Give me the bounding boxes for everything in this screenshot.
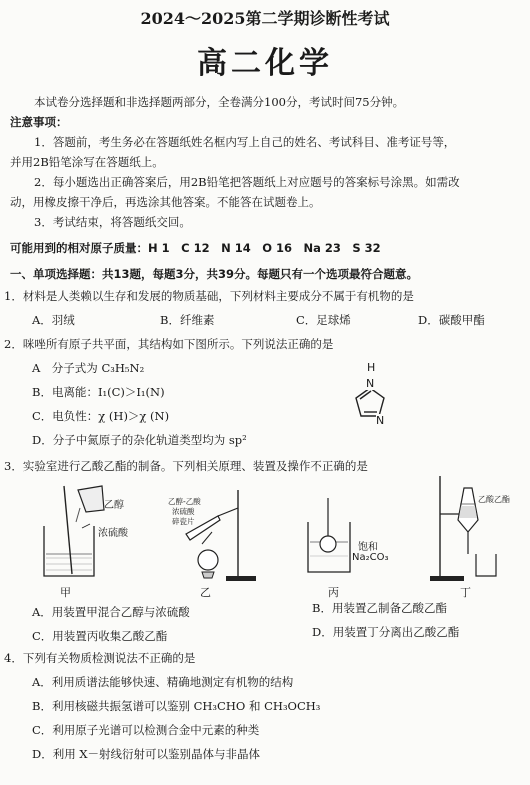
q4-option-b: B．利用核磁共振氢谱可以鉴别 CH₃CHO 和 CH₃OCH₃ [32, 699, 321, 713]
label-conc-h2so4: 浓硫酸 [98, 528, 128, 539]
atom-n: N [376, 414, 385, 427]
q4-option-d: D．利用 X－射线衍射可以鉴别晶体与非晶体 [32, 747, 261, 761]
caption-jia: 甲 [60, 586, 71, 599]
note-3: 3．考试结束，将答题纸交回。 [34, 215, 191, 229]
note-2-line-1: 2．每小题选出正确答案后，用2B铅笔把答题纸上对应题号的答案标号涂黑。如需改 [34, 175, 460, 189]
label-yi-1: 乙醇-乙酸 [168, 497, 201, 506]
apparatus-ding [420, 474, 510, 584]
q1-option-d: D．碳酸甲酯 [418, 313, 485, 327]
q2-option-a: A 分子式为 C₃H₅N₂ [32, 361, 145, 375]
q3-option-a: A．用装置甲混合乙醇与浓硫酸 [32, 605, 190, 619]
label-bing-1: 饱和 [358, 542, 378, 553]
q2-stem: 2．咪唑所有原子共平面，其结构如下图所示。下列说法正确的是 [4, 337, 334, 351]
caption-bing: 丙 [328, 586, 339, 599]
atomic-masses: 可能用到的相对原子质量：H 1 C 12 N 14 O 16 Na 23 S 32 [10, 241, 381, 255]
exam-title: 2024～2025第二学期诊断性考试 [140, 9, 390, 28]
caption-ding: 丁 [460, 586, 471, 599]
notes-heading: 注意事项： [10, 115, 68, 129]
label-yi-2: 浓硫酸 [172, 507, 195, 516]
label-ding: 乙酸乙酯 [478, 495, 510, 504]
imidazole-structure [340, 360, 420, 440]
q3-option-c: C．用装置丙收集乙酸乙酯 [32, 629, 168, 643]
q3-option-b: B．用装置乙制备乙酸乙酯 [312, 601, 447, 615]
q3-option-d: D．用装置丁分离出乙酸乙酯 [312, 625, 460, 639]
atom-n-h: N [366, 377, 375, 390]
section-heading: 一、单项选择题：共13题，每题3分，共39分。每题只有一个选项最符合题意。 [10, 267, 419, 281]
label-ethanol: 乙醇 [104, 500, 124, 511]
note-1-line-1: 1．答题前，考生务必在答题纸姓名框内写上自己的姓名、考试科目、准考证号等， [34, 135, 456, 149]
q4-option-a: A．利用质谱法能够快速、精确地测定有机物的结构 [32, 675, 294, 689]
q2-option-b: B．电离能：I₁(C)＞I₁(N) [32, 385, 165, 399]
q1-stem: 1．材料是人类赖以生存和发展的物质基础，下列材料主要成分不属于有机物的是 [4, 289, 414, 303]
subject-title: 高二化学 [197, 46, 333, 81]
note-2-line-2: 动，用橡皮擦干净后，再选涂其他答案。不能答在试题卷上。 [10, 195, 321, 209]
label-bing-2: Na₂CO₃ [352, 552, 389, 563]
label-yi-3: 碎瓷片 [172, 517, 195, 526]
intro-text: 本试卷分选择题和非选择题两部分，全卷满分100分，考试时间75分钟。 [34, 95, 405, 109]
atom-h: H [367, 361, 376, 374]
q1-option-c: C．足球烯 [296, 313, 351, 327]
q1-option-b: B．纤维素 [160, 313, 215, 327]
q4-stem: 4．下列有关物质检测说法不正确的是 [4, 651, 196, 665]
note-1-line-2: 并用2B铅笔涂写在答题纸上。 [10, 155, 164, 169]
caption-yi: 乙 [200, 586, 211, 599]
q2-option-c: C．电负性：χ (H)＞χ (N) [32, 409, 170, 423]
q1-option-a: A．羽绒 [32, 313, 75, 327]
q2-option-d: D．分子中氮原子的杂化轨道类型均为 sp² [32, 433, 247, 447]
q4-option-c: C．利用原子光谱可以检测合金中元素的种类 [32, 723, 260, 737]
q3-stem: 3．实验室进行乙酸乙酯的制备。下列相关原理、装置及操作不正确的是 [4, 459, 368, 473]
